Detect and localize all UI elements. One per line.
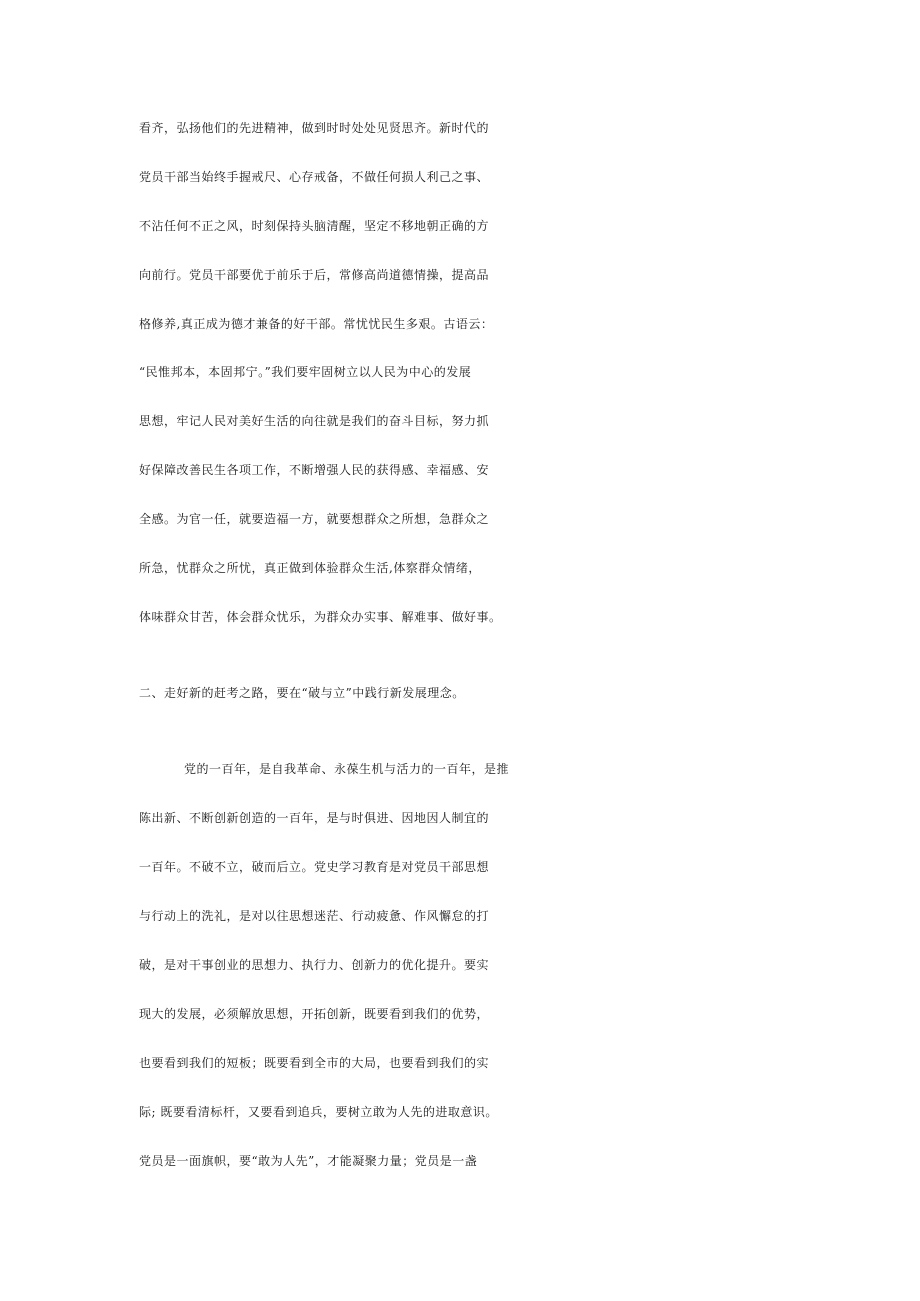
paragraph-line: 际; 既要看清标杆，又要看到追兵，要树立敢为人先的进取意识。 [139,1105,498,1119]
paragraph-line: 破，是对干事创业的思想力、执行力、创新力的优化提升。要实 [139,958,490,972]
paragraph-line: 思想，牢记人民对美好生活的向往就是我们的奋斗目标，努力抓 [139,414,490,428]
paragraph-line: 向前行。党员干部要优于前乐于后，常修高尚道德情操，提高品 [139,268,490,282]
paragraph-line: 党员干部当始终手握戒尺、心存戒备，不做任何损人利己之事、 [139,170,490,184]
paragraph-line: “民惟邦本，本固邦宁。”我们要牢固树立以人民为中心的发展 [139,365,472,379]
paragraph-line: 一百年。不破不立，破而后立。党史学习教育是对党员干部思想 [139,860,490,874]
paragraph-line: 不沾任何不正之风，时刻保持头脑清醒，坚定不移地朝正确的方 [139,219,490,233]
paragraph-line: 也要看到我们的短板；既要看到全市的大局，也要看到我们的实 [139,1056,490,1070]
paragraph-line: 现大的发展，必须解放思想，开拓创新，既要看到我们的优势， [139,1007,490,1021]
section-heading: 二、走好新的赶考之路，要在“破与立”中践行新发展理念。 [139,686,465,700]
paragraph-line: 党的一百年，是自我革命、永葆生机与活力的一百年，是推 [184,762,510,776]
paragraph-line: 全感。为官一任，就要造福一方，就要想群众之所想，急群众之 [139,512,490,526]
paragraph-line: 体味群众甘苦，体会群众忧乐，为群众办实事、解难事、做好事。 [139,610,502,624]
paragraph-line: 格修养,真正成为德才兼备的好干部。常忧忧民生多艰。古语云： [139,317,494,331]
paragraph-line: 所急，忧群众之所忧，真正做到体验群众生活,体察群众情绪， [139,561,481,575]
paragraph-line: 与行动上的洗礼，是对以往思想迷茫、行动疲惫、作风懈怠的打 [139,909,490,923]
paragraph-line: 看齐，弘扬他们的先进精神，做到时时处处见贤思齐。新时代的 [139,121,490,135]
paragraph-line: 好保障改善民生各项工作，不断增强人民的获得感、幸福感、安 [139,463,490,477]
paragraph-line: 党员是一面旗帜，要“敢为人先”，才能凝聚力量；党员是一盏 [139,1154,478,1168]
paragraph-line: 陈出新、不断创新创造的一百年，是与时俱进、因地因人制宜的 [139,811,490,825]
